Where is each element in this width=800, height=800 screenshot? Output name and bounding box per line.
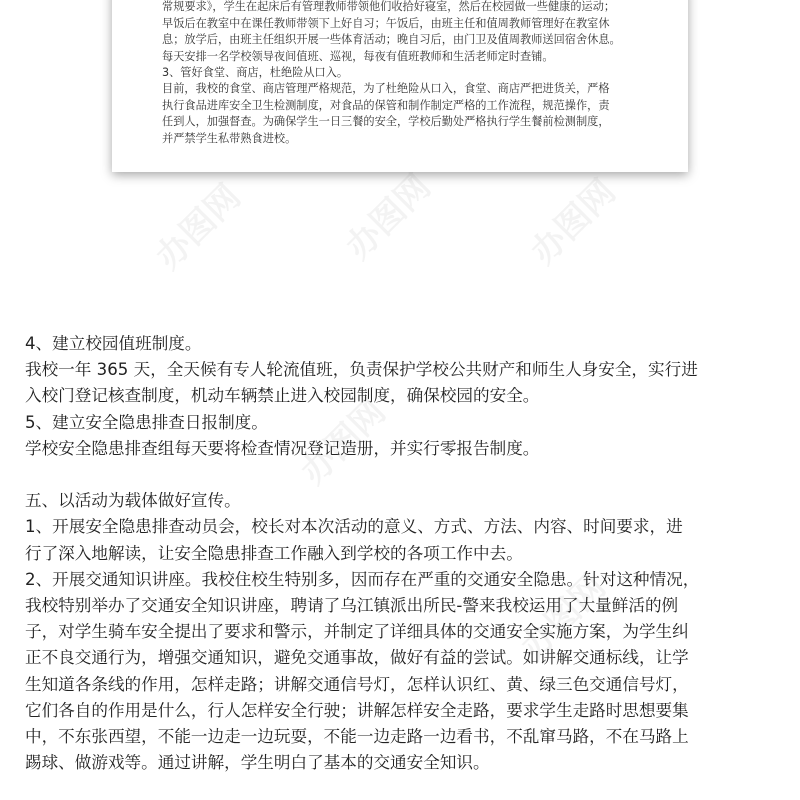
paragraph-line: 子，对学生骑车安全提出了要求和警示，并制定了详细具体的交通安全实施方案，为学生纠 bbox=[25, 622, 689, 642]
section-heading: 5、建立安全隐患排查日报制度。 bbox=[25, 412, 268, 432]
watermark: 办图网 bbox=[338, 166, 439, 268]
paragraph-line: 学校安全隐患排查组每天要将检查情况登记造册，并实行零报告制度。 bbox=[25, 438, 540, 458]
section-heading: 4、建立校园值班制度。 bbox=[25, 334, 202, 353]
doc-line: 目前，我校的食堂、商店管理严格规范，为了杜绝险从口入，食堂、商店严把进货关，严格 bbox=[162, 82, 610, 96]
watermark: 办图网 bbox=[148, 176, 249, 278]
document-preview-card bbox=[112, 0, 688, 172]
watermark: 办图网 bbox=[293, 391, 394, 493]
doc-line: 息；放学后，由班主任组织开展一些体育活动；晚自习后，由门卫及值周教师送回宿舍休息。 bbox=[162, 33, 621, 47]
document-body bbox=[25, 331, 785, 776]
chapter-heading: 五、以活动为载体做好宣传。 bbox=[25, 491, 241, 511]
blank-line bbox=[25, 462, 785, 488]
paragraph-line: 行了深入地解读，让安全隐患排查工作融入到学校的各项工作中去。 bbox=[25, 543, 523, 563]
doc-line: 任到人，加强督查。为确保学生一日三餐的安全，学校后勤处严格执行学生餐前检测制度， bbox=[162, 115, 610, 129]
doc-line: 3、管好食堂、商店，杜绝险从口入。 bbox=[162, 66, 349, 80]
doc-line: 并严禁学生私带熟食进校。 bbox=[162, 131, 297, 145]
watermark: 办图网 bbox=[523, 171, 624, 273]
paragraph-line: 入校门登记核查制度，机动车辆禁止进入校园制度，确保校园的安全。 bbox=[25, 386, 540, 406]
watermark: 办图网 bbox=[513, 566, 614, 668]
paragraph-line: 我校一年 365 天，全天候有专人轮流值班，负责保护学校公共财产和师生人身安全，实行进 bbox=[25, 360, 698, 380]
paragraph-line: 1、开展安全隐患排查动员会，校长对本次活动的意义、方式、方法、内容、时间要求，进 bbox=[25, 517, 683, 537]
paragraph-line: 生知道各条线的作用，怎样走路；讲解交通信号灯，怎样认识红、黄、绿三色交通信号灯， bbox=[25, 674, 689, 694]
paragraph-line: 我校特别举办了交通安全知识讲座，聘请了乌江镇派出所民-警来我校运用了大量鲜活的例 bbox=[25, 596, 679, 616]
paragraph-line: 踢球、做游戏等。通过讲解，学生明白了基本的交通安全知识。 bbox=[25, 753, 490, 773]
paragraph-line: 正不良交通行为，增强交通知识，避免交通事故，做好有益的尝试。如讲解交通标线，让学 bbox=[25, 648, 689, 668]
paragraph-line: 它们各自的作用是什么，行人怎样安全行驶；讲解怎样安全走路，要求学生走路时思想要集 bbox=[25, 700, 689, 720]
doc-line: 常规要求》，学生在起床后有管理教师带领他们收拾好寝室，然后在校园做一些健康的运动； bbox=[162, 0, 616, 14]
doc-line: 每天安排一名学校领导夜间值班、巡视，每夜有值班教师和生活老师定时查铺。 bbox=[162, 49, 554, 63]
paragraph-line: 中，不东张西望，不能一边走一边玩耍，不能一边走路一边看书，不乱窜马路，不在马路上 bbox=[25, 727, 689, 747]
paragraph-line: 2、开展交通知识讲座。我校住校生特别多，因而存在严重的交通安全隐患。针对这种情况， bbox=[25, 569, 700, 589]
doc-line: 早饭后在教室中在课任教师带领下上好自习；午饭后，由班主任和值周教师管理好在教室休 bbox=[162, 16, 610, 30]
doc-line: 执行食品进库安全卫生检测制度，对食品的保管和制作制定严格的工作流程，规范操作，责 bbox=[162, 98, 610, 112]
